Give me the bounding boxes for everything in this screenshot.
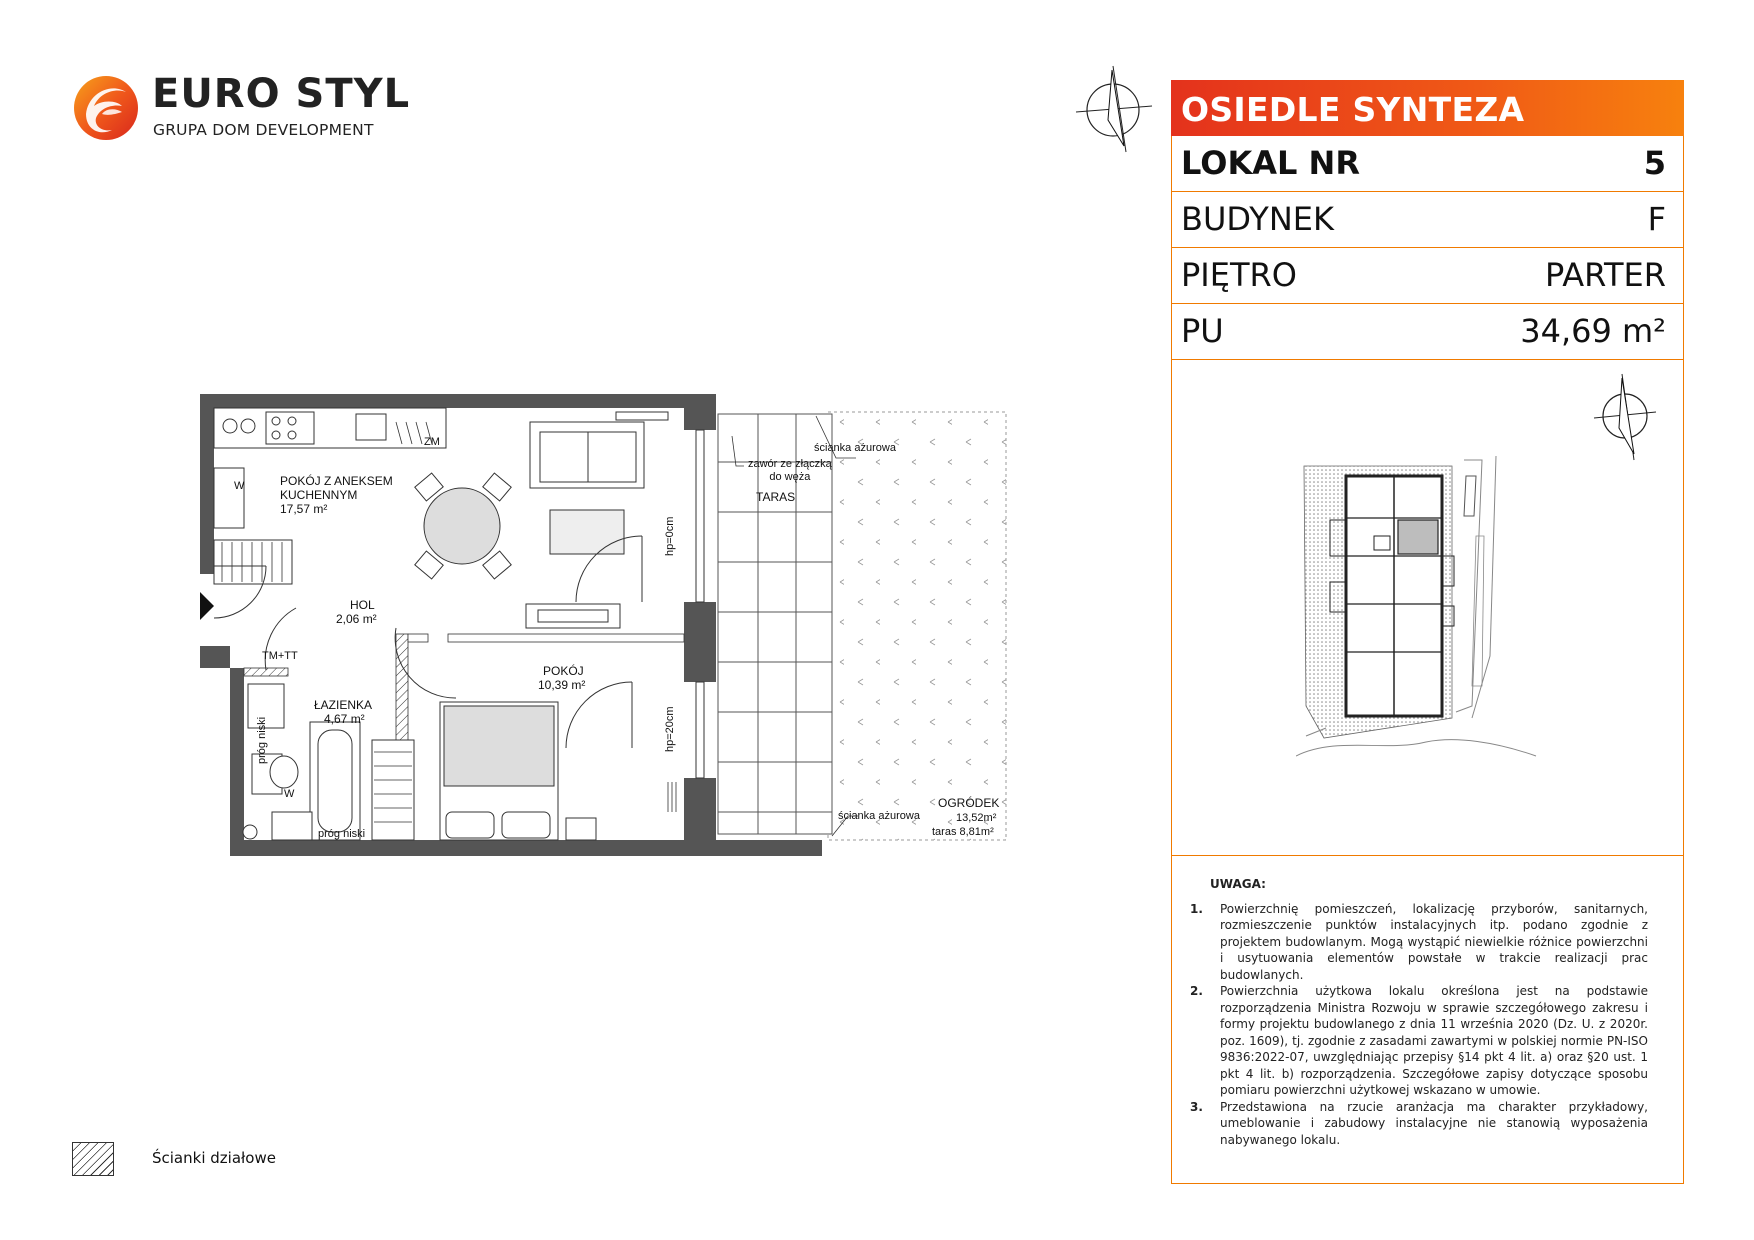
threshold-label: próg niski [256,716,268,764]
screen-top-label: ścianka ażurowa [814,442,896,454]
row-unit-number [1171,136,1684,192]
notes-divider [1171,855,1684,856]
brand-tagline: GRUPA DOM DEVELOPMENT [153,121,374,139]
screen-bottom-label: ścianka ażurowa [838,810,920,822]
floor-label: PIĘTRO [1181,256,1297,294]
notes-title: UWAGA: [1210,877,1266,891]
hp20-label: hp=20cm [664,706,676,752]
brand-logo [72,74,140,142]
building-value: F [1647,200,1666,238]
building-key-plan [1296,456,1586,762]
logo-swirl-icon [72,74,140,142]
legend-hatch-swatch [72,1142,114,1176]
note-number: 2. [1190,984,1203,998]
floor-plan [196,392,1016,872]
w-label: W [234,480,245,492]
floor-value: PARTER [1544,256,1666,294]
room-bathroom-area: 4,67 m² [324,712,365,726]
compass-icon [1592,372,1658,462]
terrace-label: TARAS [756,490,796,504]
note-item [1190,901,1648,984]
note-text: Powierzchnię pomieszczeń, lokalizację przyborów, sanitarnych, rozmieszczenie punktów instalacyjnych itp. podano zgodnie z projektem budowlanym. Mogą wystąpić niewielkie różnice powierzchni i usytuowania elementów powstałe w trakcie realizacji prac budowlanych. [1220,901,1648,982]
usable-area-value: 34,69 m² [1520,312,1666,350]
room-living-area: 17,57 m² [280,502,328,516]
unit-number-label: LOKAL NR [1181,144,1360,182]
note-item [1190,983,1648,1099]
room-living-name: POKÓJ Z ANEKSEM KUCHENNYM [280,474,393,502]
legend-label: Ścianki działowe [152,1149,276,1167]
room-bathroom-name: ŁAZIENKA [314,698,373,712]
valve-label: zawór ze złączką do węża [748,458,832,483]
floor-plan-drawing [196,392,1016,872]
estate-name: OSIEDLE SYNTEZA [1181,90,1525,129]
note-number: 3. [1190,1099,1203,1114]
building-label: BUDYNEK [1181,200,1334,238]
w-label: W [284,788,295,800]
threshold-label: próg niski [318,828,366,840]
unit-number-value: 5 [1643,144,1666,182]
row-usable-area [1171,304,1684,360]
note-item [1190,1099,1648,1149]
north-compass [1068,62,1158,156]
room-bedroom-name: POKÓJ [543,664,584,678]
room-hall-name: HOL [350,598,375,612]
garden-label: OGRÓDEK [938,796,1000,810]
terrace-area: taras 8,81m² [932,826,994,838]
row-floor [1171,248,1684,304]
key-plan-drawing [1296,456,1586,762]
zm-label: ZM [424,436,440,448]
note-number: 1. [1190,901,1203,916]
row-building [1171,192,1684,248]
usable-area-label: PU [1181,312,1224,350]
compass-icon [1068,62,1158,156]
note-text: Przedstawiona na rzucie aranżacja ma charakter przykładowy, umeblowanie i zabudowy instalacyjne nie stanowią wyposażenia nabywanego lokalu. [1220,1099,1648,1147]
note-text: Powierzchnia użytkowa lokalu określona jest na podstawie rozporządzenia Ministra Rozwoju w sprawie szczegółowego zakresu i formy projektu budowlanego z dnia 11 września 2020 (Dz. U. z 2020r. poz. 1609), tj. zgodnie z zasadami zawartymi w polskiej normie PN-ISO 9836:2022-07, uwzględniając przepisy §14 pkt 4 lit. a) oraz §20 ust. 1 pkt 4 lit. b) rozporządzenia. Szczegółowe zapisy dotyczące sposobu pomiaru powierzchni użytkowej wskazano w umowie. [1220,984,1648,1097]
notes-section [1190,876,1648,1148]
room-hall-area: 2,06 m² [336,612,377,626]
garden-area: 13,52m² [956,812,997,824]
keyplan-compass [1592,372,1658,462]
room-bedroom-area: 10,39 m² [538,678,586,692]
brand-name: EURO STYL [152,71,411,117]
tm-label: TM+TT [262,650,298,662]
hp0-label: hp=0cm [664,516,676,556]
